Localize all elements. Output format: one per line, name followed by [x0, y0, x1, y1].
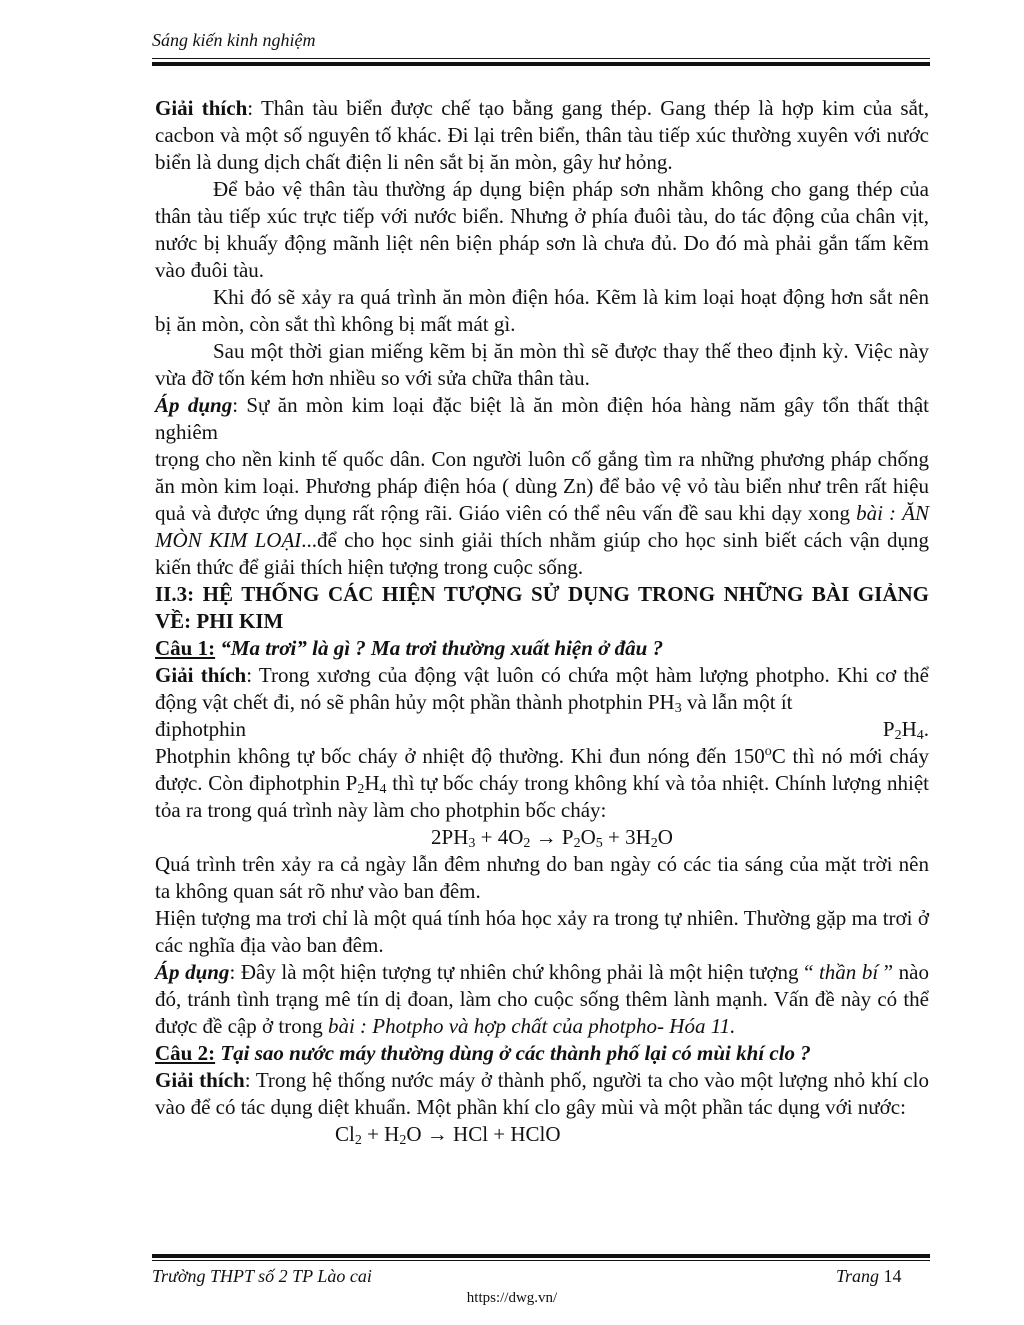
page-number: 14: [883, 1266, 902, 1286]
paragraph-phosphine-burning: [155, 743, 929, 824]
diphosphine-word: điphotphin: [155, 717, 247, 741]
diphosphine-formula: [883, 716, 929, 743]
lesson-reference: bài : Photpho và hợp chất của photpho- Hóa 11.: [327, 1014, 736, 1038]
eq-part: + 4O: [475, 825, 524, 849]
explanation-label: Giải thích: [155, 663, 247, 687]
eq-part: + H: [361, 1122, 400, 1146]
subscript: 2: [399, 1133, 407, 1148]
application-label: Áp dụng: [155, 960, 230, 984]
page-header-title: Sáng kiến kinh nghiệm: [152, 30, 316, 50]
eq-part: + 3H: [602, 825, 651, 849]
explanation-label: Giải thích: [155, 96, 248, 120]
paragraph-protection: Để bảo vệ thân tàu thường áp dụng biện pháp sơn nhằm không cho gang thép của thân tàu tiếp xúc trực tiếp với nước biển. Nhưng ở phía đuôi tàu, do tác động của chân vịt, nước bị khuấy động mãnh liệt nên biện pháp sơn là chưa đủ. Do đó mà phải gắn tấm kẽm vào đuôi tàu.: [155, 177, 929, 282]
eq-part: Cl: [335, 1122, 355, 1146]
footer-page: [836, 1266, 902, 1287]
eq-part: O: [580, 825, 596, 849]
subscript: 2: [573, 836, 581, 851]
paragraph-application-1-continued: [155, 446, 929, 581]
page-label: Trang: [836, 1266, 880, 1286]
formula-part: H: [901, 717, 917, 741]
paragraph-explanation-1: [155, 95, 929, 176]
header-rule-thin: [152, 58, 930, 59]
equation-phosphine-combustion: [155, 824, 929, 851]
eq-part: O: [657, 825, 673, 849]
footer-school: Trường THPT số 2 TP Lào cai: [152, 1266, 372, 1286]
question-2-label: Câu 2:: [155, 1041, 216, 1065]
application-text: : Sự ăn mòn kim loại đặc biệt là ăn mòn điện hóa hàng năm gây tổn thất thật nghiêm: [155, 393, 929, 444]
application-cont-end: ...để cho học sinh giải thích nhằm giúp cho học sinh biết cách vận dụng kiến thức để giải thích hiện tượng trong cuộc sống.: [155, 528, 929, 579]
subscript: 2: [894, 728, 902, 743]
text-part: thì tự bốc cháy trong không khí và tỏa nhiệt. Chính lượng nhiệt tỏa ra trong quá trình này làm cho photphin bốc cháy:: [155, 771, 929, 822]
question-1-label: Câu 1:: [155, 636, 216, 660]
text-part: Photphin không tự bốc cháy ở nhiệt độ thường. Khi đun nóng đến 150: [155, 744, 765, 768]
subscript: 4: [916, 728, 924, 743]
subscript: 3: [468, 836, 476, 851]
subscript: 4: [379, 782, 387, 797]
paragraph-will-o-wisp: Hiện tượng ma trơi chỉ là một quá tính hóa học xảy ra trong tự nhiên. Thường gặp ma trơi ở các nghĩa địa vào ban đêm.: [155, 906, 929, 957]
question-2-text: Tại sao nước máy thường dùng ở các thành phố lại có mùi khí clo ?: [215, 1041, 811, 1065]
application-text: : Đây là một hiện tượng tự nhiên chứ không phải là một hiện tượng “: [229, 960, 819, 984]
explanation-text: : Trong xương của động vật luôn có chứa một hàm lượng photpho. Khi cơ thể động vật chết đi, nó sẽ phân hủy một phần thành photphin PH: [155, 663, 930, 714]
formula-part: P: [882, 717, 895, 741]
formula-row: [155, 716, 929, 743]
explanation-text: : Trong hệ thống nước máy ở thành phố, người ta cho vào một lượng nhỏ khí clo vào để có tác dụng diệt khuẩn. Một phần khí clo gây mùi và một phần tác dụng với nước:: [155, 1068, 930, 1119]
subscript: 3: [674, 701, 682, 716]
explanation-label: Giải thích: [155, 1068, 245, 1092]
question-2: [155, 1040, 929, 1067]
subscript: 2: [357, 782, 365, 797]
eq-part: O → HCl + HClO: [406, 1122, 561, 1146]
eq-part: → P: [530, 825, 574, 849]
application-cont-text: trọng cho nền kinh tế quốc dân. Con người luôn cố gắng tìm ra những phương pháp chống ăn mòn kim loại. Phương pháp điện hóa ( dùng Zn) để bảo vệ vỏ tàu biển như trên rất hiệu quả và được ứng dụng rất rộng rãi. Giáo viên có thể nêu vấn đề sau khi dạy xong: [155, 447, 929, 525]
explanation-text: : Thân tàu biển được chế tạo bằng gang thép. Gang thép là hợp kim của sắt, cacbon và một số nguyên tố khác. Đi lại trên biển, thân tàu tiếp xúc thường xuyên với nước biển là dung dịch chất điện li nên sắt bị ăn mòn, gây hư hỏng.: [155, 96, 930, 174]
text-part: H: [364, 771, 380, 795]
application-text-cont: ” nào đó, tránh tình trạng mê tín dị đoan, làm cho cuộc sống thêm lành mạnh. Vấn đề này có thể được đề cập ở trong: [155, 960, 929, 1038]
page-body: [155, 95, 929, 1148]
paragraph-zinc-corrosion: Khi đó sẽ xảy ra quá trình ăn mòn điện hóa. Kẽm là kim loại hoạt động hơn sắt nên bị ăn mòn, còn sắt thì không bị mất mát gì.: [155, 285, 929, 336]
equation-chlorine-water: [155, 1121, 929, 1148]
superscript: o: [764, 744, 772, 759]
footer-rule-thin: [152, 1260, 930, 1261]
paragraph-q1-explanation: [155, 662, 929, 716]
footer-url: https://dwg.vn/: [466, 1290, 558, 1306]
explanation-text-cont: và lẫn một ít: [681, 690, 793, 714]
footer-rule-thick: [152, 1254, 930, 1258]
text-part: C thì nó mới cháy được. Còn điphotphin P: [155, 744, 930, 795]
italic-phrase: thần bí: [818, 960, 879, 984]
paragraph-q2-explanation: [155, 1067, 929, 1121]
subscript: 2: [650, 836, 658, 851]
paragraph-day-night: Quá trình trên xảy ra cả ngày lẫn đêm nhưng do ban ngày có các tia sáng của mặt trời nên ta không quan sát rõ như vào ban đêm.: [155, 852, 929, 903]
subscript: 5: [595, 836, 603, 851]
header-rule-thick: [152, 62, 930, 66]
paragraph-application-1: [155, 392, 929, 446]
question-1: [155, 635, 929, 662]
question-1-text: “Ma trơi” là gì ? Ma trơi thường xuất hiện ở đâu ?: [215, 636, 664, 660]
section-heading: II.3: HỆ THỐNG CÁC HIỆN TƯỢNG SỬ DỤNG TRONG NHỮNG BÀI GIẢNG VỀ: PHI KIM: [155, 582, 929, 633]
lesson-reference: bài : ĂN MÒN KIM LOẠI: [155, 501, 929, 552]
paragraph-application-2: [155, 959, 929, 1040]
subscript: 2: [523, 836, 531, 851]
paragraph-replacement: Sau một thời gian miếng kẽm bị ăn mòn thì sẽ được thay thế theo định kỳ. Việc này vừa đỡ tốn kém hơn nhiều so với sửa chữa thân tàu.: [155, 339, 929, 390]
application-label: Áp dụng: [155, 393, 233, 417]
eq-part: 2PH: [431, 825, 469, 849]
subscript: 2: [354, 1133, 362, 1148]
formula-part: .: [923, 717, 929, 741]
